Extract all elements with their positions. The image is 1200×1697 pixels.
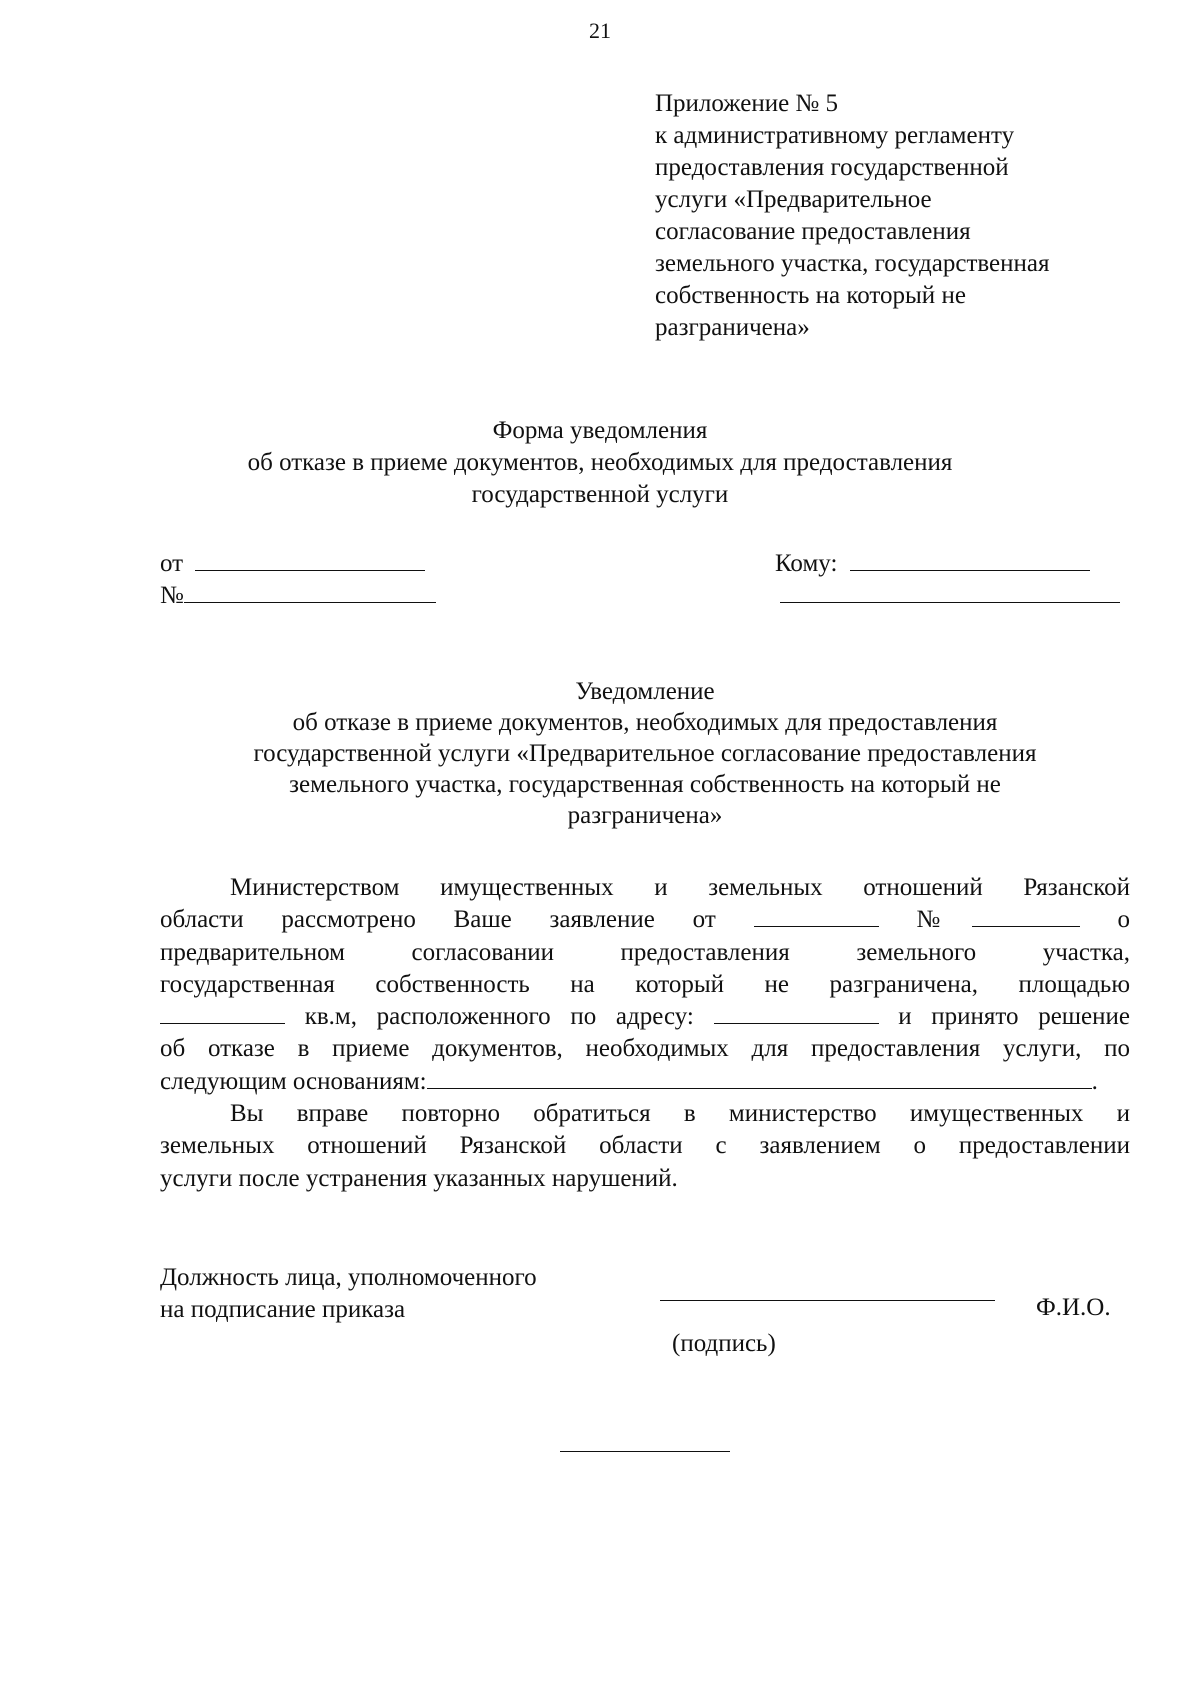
- signatory-position: [160, 1262, 537, 1326]
- notice-title-line: Уведомление: [575, 678, 715, 705]
- body-line: области рассмотрено Ваше заявление от № о: [160, 906, 1130, 934]
- form-title: [150, 415, 1050, 511]
- appendix-line: согласование предоставления: [655, 218, 971, 245]
- signatory-fio: Ф.И.О.: [1036, 1294, 1111, 1321]
- from-label: от: [160, 550, 184, 577]
- from-date-field[interactable]: [195, 570, 425, 571]
- page-number: 21: [589, 18, 611, 43]
- appendix-line: услуги «Предварительное: [655, 186, 932, 213]
- body-line: государственная собственность на который не разграничена, площадью: [160, 970, 1130, 998]
- application-date-field[interactable]: [754, 926, 879, 927]
- body-line: услуги после устранения указанных нарушений.: [160, 1164, 678, 1192]
- notice-title: [150, 676, 1140, 831]
- notice-title-line: об отказе в приеме документов, необходимых для предоставления: [292, 709, 998, 736]
- body-line: земельных отношений Рязанской области с заявлением о предоставлении: [160, 1132, 1130, 1160]
- body-line: кв.м, расположенного по адресу: и принято решение: [160, 1001, 1130, 1033]
- signature-caption: (подпись): [672, 1330, 776, 1357]
- signature-field[interactable]: [660, 1300, 995, 1301]
- position-line: Должность лица, уполномоченного: [160, 1264, 537, 1291]
- number-label: №: [160, 582, 184, 609]
- notice-title-line: земельного участка, государственная собственность на который не: [289, 771, 1001, 798]
- form-title-line: об отказе в приеме документов, необходимых для предоставления: [247, 449, 953, 476]
- appendix-line: собственность на который не: [655, 282, 966, 309]
- from-number-field[interactable]: [184, 602, 436, 603]
- body-line: об отказе в приеме документов, необходимых для предоставления услуги, по: [160, 1035, 1130, 1063]
- notice-body: [160, 872, 1130, 1195]
- body-line: следующим основаниям: .: [160, 1067, 1098, 1095]
- to-block: [775, 548, 1120, 612]
- to-recipient-field[interactable]: [850, 570, 1090, 571]
- address-field[interactable]: [714, 1023, 879, 1024]
- area-field[interactable]: [160, 1023, 285, 1024]
- body-line: Вы вправе повторно обратиться в министерство имущественных и: [230, 1100, 1130, 1128]
- grounds-field[interactable]: [427, 1088, 1092, 1089]
- appendix-line: разграничена»: [655, 314, 810, 341]
- appendix-line: Приложение № 5: [655, 90, 839, 117]
- appendix-line: земельного участка, государственная: [655, 250, 1050, 277]
- appendix-header: [655, 88, 1049, 344]
- to-label: Кому:: [775, 550, 838, 577]
- position-line: на подписание приказа: [160, 1296, 406, 1323]
- notice-title-line: разграничена»: [567, 802, 723, 829]
- form-title-line: Форма уведомления: [492, 417, 708, 444]
- to-recipient-field-2[interactable]: [780, 602, 1120, 603]
- appendix-line: предоставления государственной: [655, 154, 1009, 181]
- body-line: Министерством имущественных и земельных отношений Рязанской: [230, 874, 1130, 901]
- form-title-line: государственной услуги: [471, 481, 729, 508]
- end-rule: [560, 1451, 730, 1452]
- from-block: [160, 548, 436, 612]
- body-line: предварительном согласовании предоставления земельного участка,: [160, 938, 1130, 966]
- application-number-field[interactable]: [972, 926, 1080, 927]
- appendix-line: к административному регламенту: [655, 122, 1015, 149]
- notice-title-line: государственной услуги «Предварительное согласование предоставления: [253, 740, 1037, 767]
